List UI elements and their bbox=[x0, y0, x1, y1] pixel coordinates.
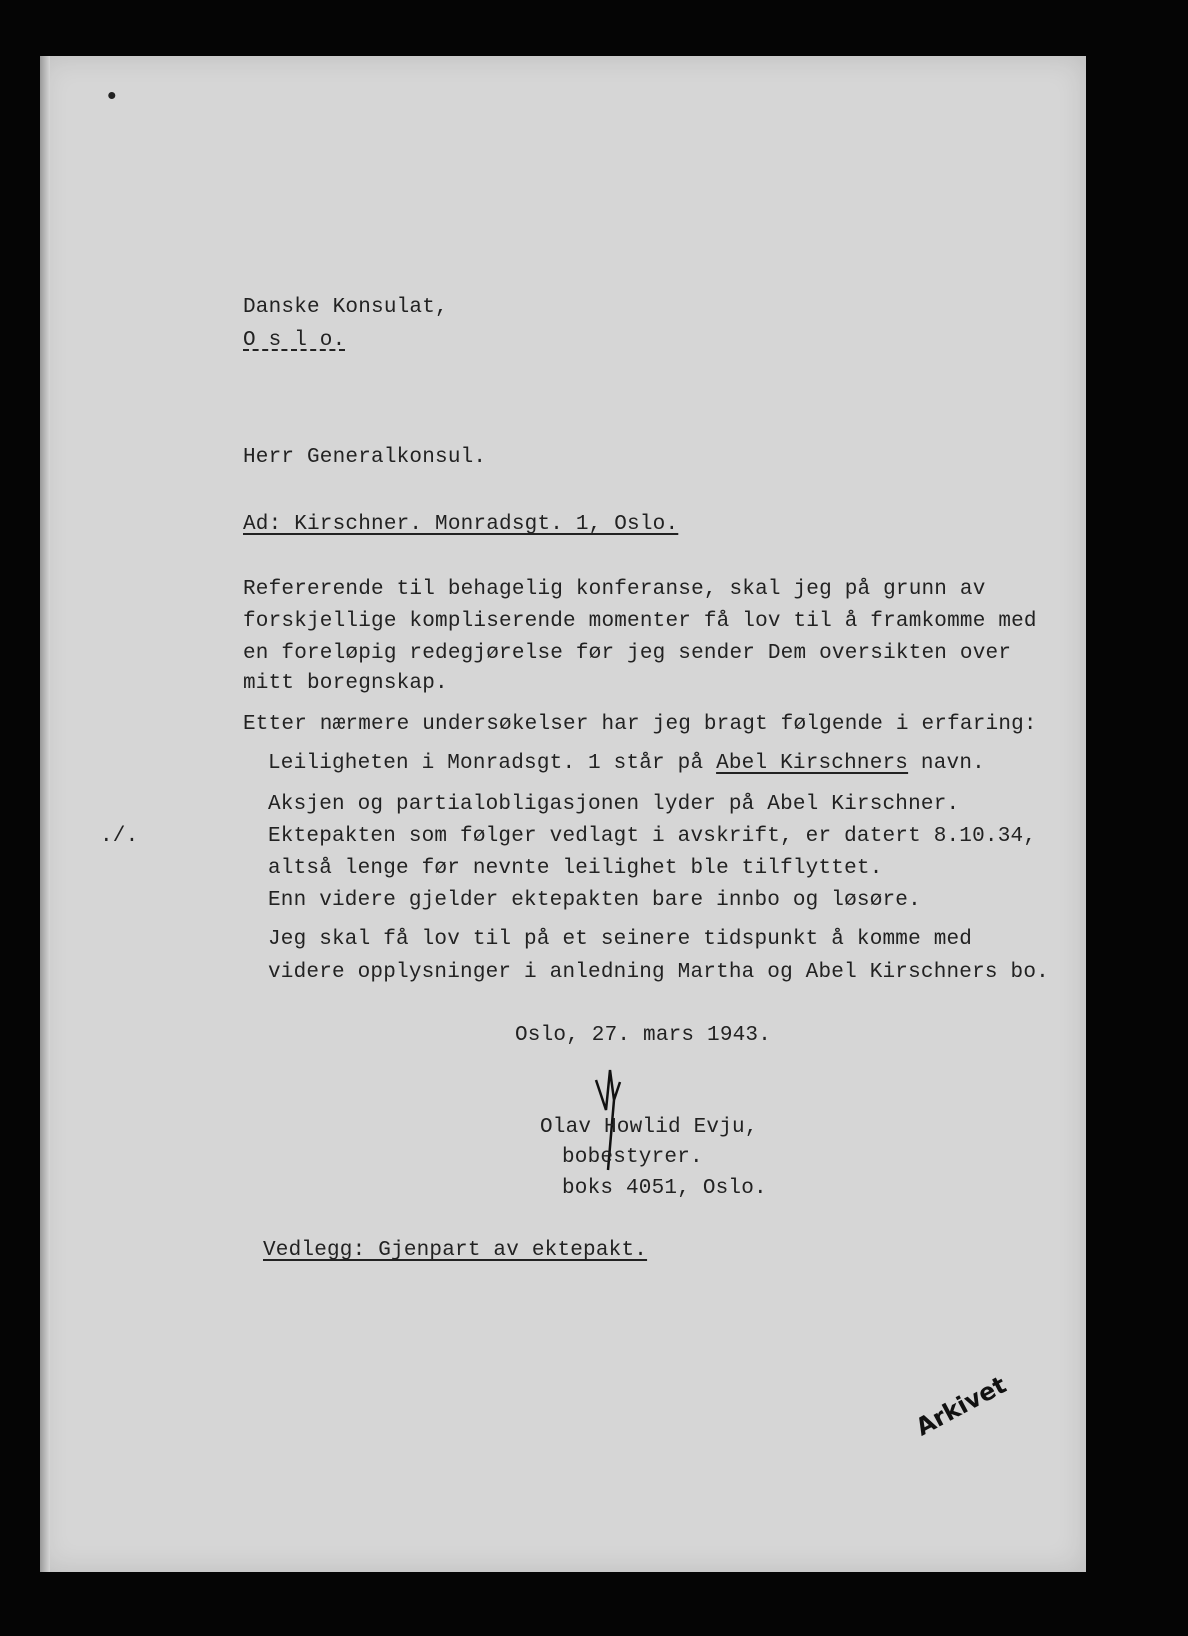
enclosure-line: Vedlegg: Gjenpart av ektepakt. bbox=[263, 1239, 648, 1262]
finding-line: Aksjen og partialobligasjonen lyder på Abel Kirschner. bbox=[268, 793, 960, 816]
signature-name: Olav Howlid Evju, bbox=[540, 1116, 758, 1139]
salutation: Herr Generalkonsul. bbox=[243, 446, 487, 469]
signature-title: bobestyrer. bbox=[562, 1146, 703, 1169]
finding-line: altså lenge før nevnte leilighet ble tilflyttet. bbox=[268, 857, 883, 880]
recipient-line2: O s l o. bbox=[243, 329, 346, 352]
margin-mark: ./. bbox=[100, 825, 139, 848]
recipient-line1: Danske Konsulat, bbox=[243, 296, 448, 319]
finding-text: navn. bbox=[908, 752, 985, 775]
punch-mark: • bbox=[104, 82, 120, 112]
paragraph1-line: mitt boregnskap. bbox=[243, 672, 448, 695]
page-edge bbox=[40, 56, 50, 1572]
finding-underlined-name: Abel Kirschners bbox=[716, 752, 909, 775]
finding-line: Enn videre gjelder ektepakten bare innbo og løsøre. bbox=[268, 889, 921, 912]
signature-address: boks 4051, Oslo. bbox=[562, 1177, 767, 1200]
finding-text: Leiligheten i Monradsgt. 1 står på bbox=[268, 752, 717, 775]
finding-line: Ektepakten som følger vedlagt i avskrift, er datert 8.10.34, bbox=[268, 825, 1037, 848]
date-line: Oslo, 27. mars 1943. bbox=[515, 1024, 772, 1047]
finding-line-1 bbox=[268, 753, 985, 774]
subject-line: Ad: Kirschner. Monradsgt. 1, Oslo. bbox=[243, 513, 679, 536]
closing-line: Jeg skal få lov til på et seinere tidspunkt å komme med bbox=[268, 928, 973, 951]
paragraph1-line: en foreløpig redegjørelse før jeg sender Dem oversikten over bbox=[243, 642, 1012, 665]
paragraph1-line: forskjellige kompliserende momenter få lov til å framkomme med bbox=[243, 610, 1037, 633]
paragraph1-line: Refererende til behagelig konferanse, skal jeg på grunn av bbox=[243, 578, 986, 601]
closing-line: videre opplysninger i anledning Martha og Abel Kirschners bo. bbox=[268, 961, 1049, 984]
archive-handwritten-note: Arkivet bbox=[911, 1370, 1011, 1442]
paragraph2: Etter nærmere undersøkelser har jeg bragt følgende i erfaring: bbox=[243, 713, 1037, 736]
